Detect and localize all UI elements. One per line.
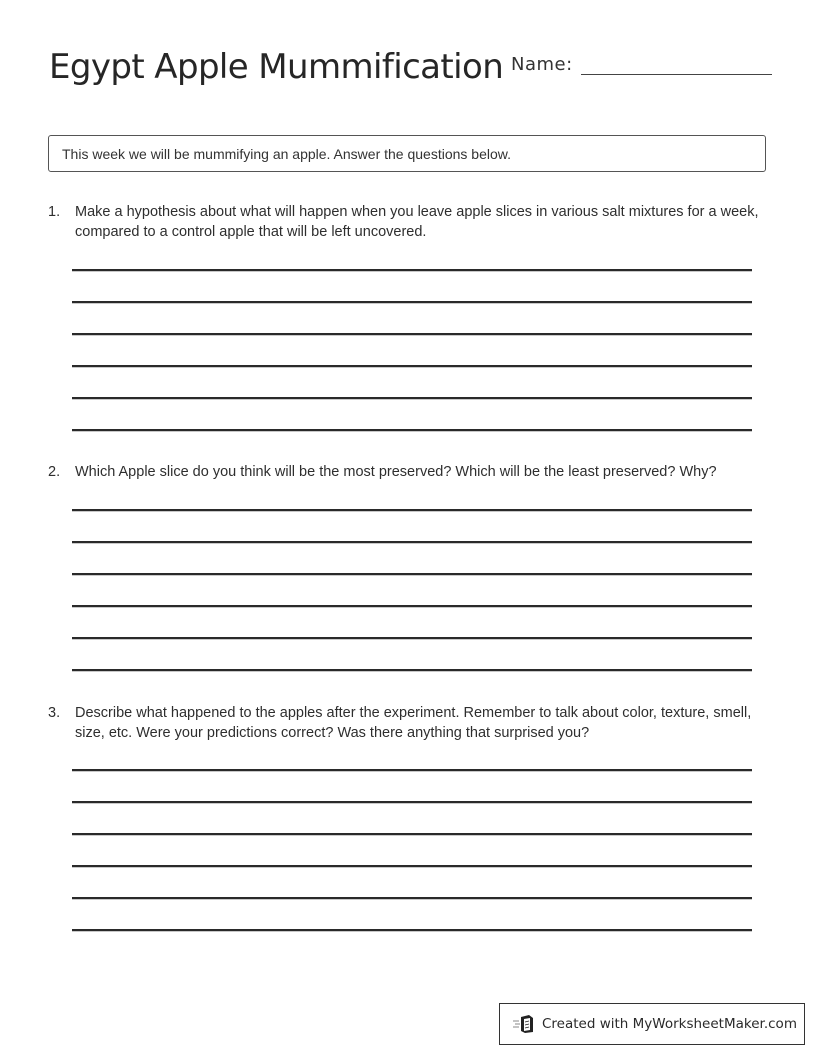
footer-credit-text: Created with MyWorksheetMaker.com: [542, 1016, 797, 1032]
answer-line[interactable]: [72, 429, 752, 432]
answer-line[interactable]: [72, 637, 752, 640]
question-text: Which Apple slice do you think will be the most preserved? Which will be the least preserved? Why?: [75, 464, 717, 480]
answer-line[interactable]: [72, 769, 752, 772]
answer-line[interactable]: [72, 397, 752, 400]
answer-line[interactable]: [72, 269, 752, 272]
name-blank-line[interactable]: [581, 52, 772, 75]
answer-line[interactable]: [72, 897, 752, 900]
answer-line[interactable]: [72, 333, 752, 336]
name-label: Name:: [511, 54, 573, 75]
answer-line[interactable]: [72, 801, 752, 804]
footer-credit-badge[interactable]: [499, 1003, 805, 1045]
intro-instructions-box: This week we will be mummifying an apple. Answer the questions below.: [48, 135, 766, 172]
answer-line[interactable]: [72, 605, 752, 608]
question-text: Describe what happened to the apples after the experiment. Remember to talk about color, texture, smell, size, etc. Were your predictions correct? Was there anything that surprised you?: [75, 705, 752, 741]
question-text: Make a hypothesis about what will happen when you leave apple slices in various salt mixtures for a week, compared to a control apple that will be left uncovered.: [75, 204, 759, 240]
question-2: [48, 463, 773, 483]
answer-line[interactable]: [72, 301, 752, 304]
answer-line[interactable]: [72, 365, 752, 368]
answer-lines: [72, 509, 752, 701]
name-field: [511, 52, 772, 75]
worksheet-title: Egypt Apple Mummification: [49, 47, 504, 87]
answer-line[interactable]: [72, 573, 752, 576]
question-3: [48, 704, 773, 743]
question-number: 1.: [48, 204, 61, 220]
answer-lines: [72, 769, 752, 961]
question-number: 2.: [48, 464, 61, 480]
answer-lines: [72, 269, 752, 461]
answer-line[interactable]: [72, 669, 752, 672]
answer-line[interactable]: [72, 929, 752, 932]
answer-line[interactable]: [72, 541, 752, 544]
worksheet-maker-logo-icon: [512, 1014, 534, 1034]
question-number: 3.: [48, 705, 61, 721]
question-1: [48, 203, 773, 242]
answer-line[interactable]: [72, 865, 752, 868]
answer-line[interactable]: [72, 833, 752, 836]
answer-line[interactable]: [72, 509, 752, 512]
